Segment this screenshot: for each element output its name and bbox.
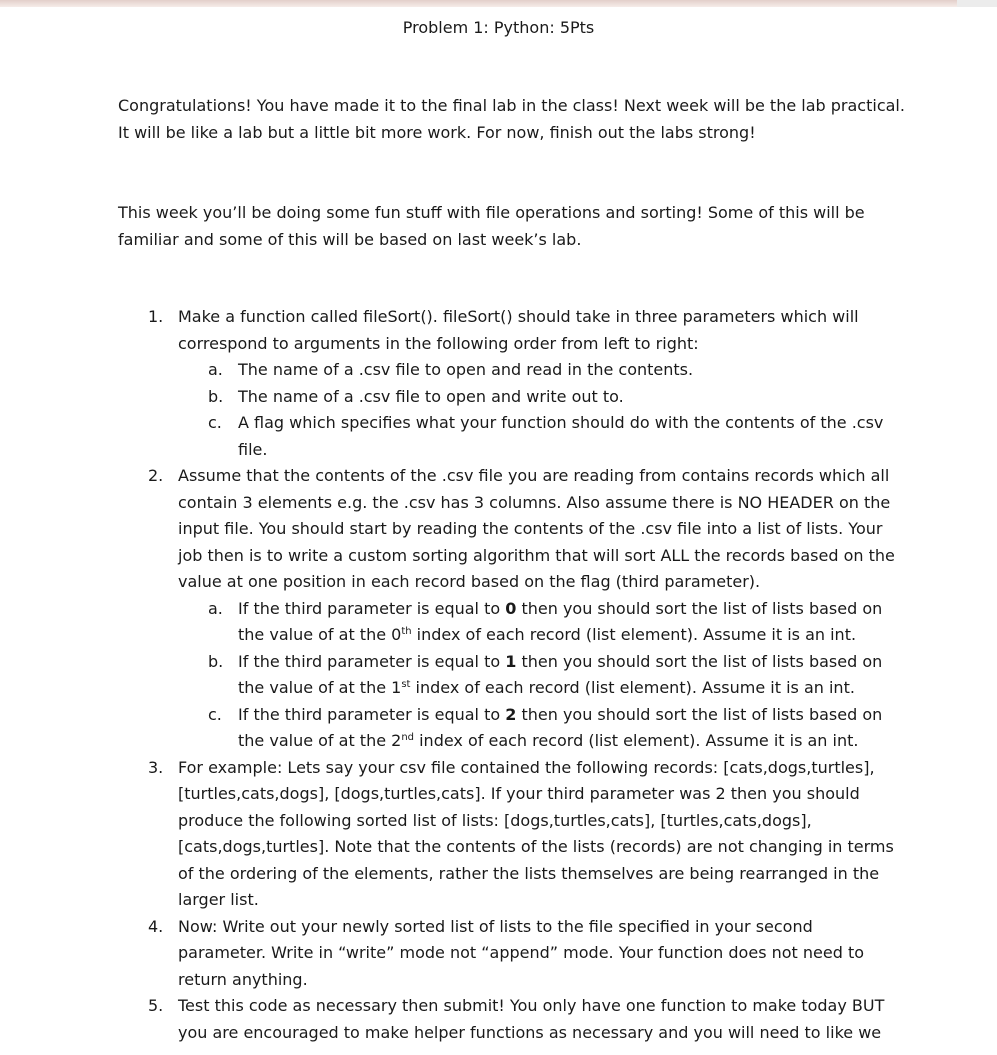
sub-item-text-post: index of each record (list element). Assume it is an int. — [414, 731, 859, 750]
sub-item-text: A flag which specifies what your function should do with the contents of the .csv file. — [238, 413, 884, 459]
sub-item-2b — [208, 649, 903, 702]
list-item-5 — [148, 993, 903, 1046]
list-item-1 — [148, 304, 903, 357]
list-item-number: 5. — [148, 996, 164, 1015]
list-item-text: Test this code as necessary then submit! You only have one function to make today BUT you are encouraged to make helper functions as necessary and you will need to like we — [178, 996, 885, 1042]
sub-item-letter: c. — [208, 413, 222, 432]
list-item-3 — [148, 755, 903, 914]
flag-value: 0 — [505, 598, 517, 618]
sub-item-text-pre: If the third parameter is equal to — [238, 704, 506, 724]
sub-item-2c — [208, 702, 903, 755]
sub-item-text-pre: If the third parameter is equal to — [238, 598, 506, 618]
flag-value: 1 — [505, 651, 517, 671]
sub-item-letter: b. — [208, 386, 224, 406]
sub-item-1a — [208, 357, 903, 384]
list-item-text: For example: Lets say your csv file contained the following records: [cats,dogs,turtles], [turtles,cats,dogs], [dogs,turtles,cats]. If your third parameter was 2 then you should produce the following sorted list of lists: [dogs,turtles,cats], [turtles,cats,dogs], [cats,dogs,turtles]. Note that the contents of the lists (records) are not changing in terms of the ordering of the elements, rather the lists themselves are being rearranged in the larger list. — [178, 757, 894, 909]
list-item-4 — [148, 914, 903, 994]
sub-item-letter: a. — [208, 598, 223, 618]
list-item-number: 4. — [148, 916, 164, 936]
list-item-text: Now: Write out your newly sorted list of lists to the file specified in your second parameter. Write in “write” mode not “append” mode. Your function does not need to return anything. — [178, 916, 865, 989]
instruction-list — [0, 304, 997, 1046]
list-item-2 — [148, 463, 903, 596]
list-item-number: 2. — [148, 466, 164, 485]
list-item-text: Assume that the contents of the .csv file you are reading from contains records which all contain 3 elements e.g. the .csv has 3 columns. Also assume there is NO HEADER on the input file. You should start by reading the contents of the .csv file into a list of lists. Your job then is to write a custom sorting algorithm that will sort ALL the records based on the value at one position in each record based on the flag (third parameter). — [178, 466, 895, 591]
sub-item-1c — [208, 410, 903, 463]
page-title: Problem 1: Python: 5Pts — [402, 18, 595, 37]
sub-item-text-mid: then you should sort the list of lists based on the value of at the 2 — [238, 704, 883, 750]
intro-paragraph-2: This week you’ll be doing some fun stuff with file operations and sorting! Some of this will be familiar and some of this will be based on last week’s lab. — [118, 203, 865, 249]
sub-item-1b — [208, 384, 903, 411]
sub-item-text-pre: If the third parameter is equal to — [238, 651, 506, 671]
sub-item-letter: c. — [208, 704, 222, 724]
ordinal-suffix: st — [401, 679, 411, 690]
sub-item-text-post: index of each record (list element). Assume it is an int. — [411, 625, 857, 644]
sub-item-text-mid: then you should sort the list of lists based on the value of at the 1 — [238, 651, 883, 697]
ordinal-suffix: nd — [401, 732, 415, 743]
flag-value: 2 — [505, 704, 517, 724]
intro-paragraph-1: Congratulations! You have made it to the final lab in the class! Next week will be the lab practical. It will be like a lab but a little bit more work. For now, finish out the labs strong! — [118, 96, 905, 142]
sub-item-text-mid: then you should sort the list of lists based on the value of at the 0 — [238, 598, 883, 644]
sub-item-text: The name of a .csv file to open and write out to. — [238, 386, 624, 406]
sub-item-letter: a. — [208, 360, 223, 379]
ordinal-suffix: th — [401, 626, 412, 637]
document-top-border-edge — [957, 0, 997, 7]
sub-item-2a — [208, 596, 903, 649]
sub-item-text: The name of a .csv file to open and read in the contents. — [238, 360, 694, 379]
list-item-number: 3. — [148, 757, 164, 777]
sub-item-letter: b. — [208, 651, 224, 671]
sub-item-text-post: index of each record (list element). Assume it is an int. — [410, 678, 855, 697]
document-top-border — [0, 0, 997, 7]
list-item-text: Make a function called fileSort(). fileSort() should take in three parameters which will correspond to arguments in the following order from left to right: — [178, 307, 859, 353]
list-item-number: 1. — [148, 307, 164, 326]
